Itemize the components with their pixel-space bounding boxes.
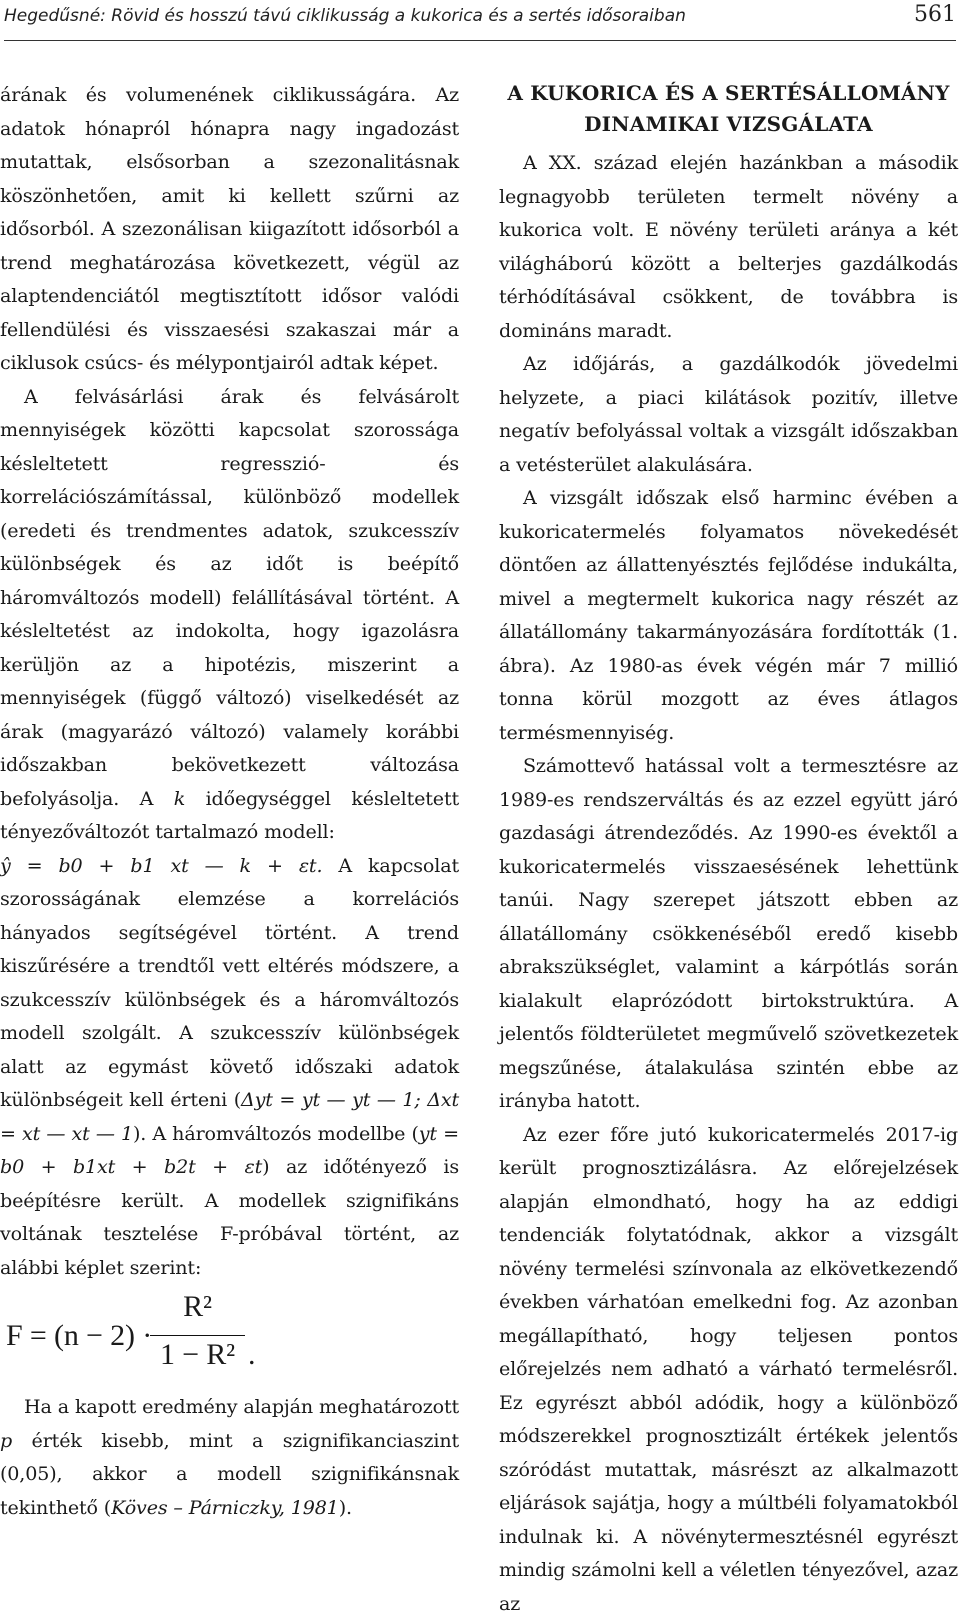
formula-denominator: 1 − R² [150, 1338, 245, 1372]
right-column [499, 78, 958, 1620]
page-header [4, 0, 956, 41]
paragraph: Az időjárás, a gazdálkodók jövedelmi helyzete, a piaci kilátások pozitív, illetve negatív befolyással voltak a vizsgált időszakban a vetésterület alakulására. [499, 347, 958, 481]
lag-model-equation: ŷ = b0 + b1 xt — k + εt. [0, 854, 322, 877]
text-run: ). [339, 1496, 352, 1519]
successive-difference-equation: Δyt = yt — yt — 1; Δxt = xt — xt — 1 [0, 1088, 459, 1145]
running-title: Hegedűsné: Rövid és hosszú távú ciklikusság a kukorica és a sertés idősoraiban [4, 6, 686, 26]
text-run: ) az időtényező is beépítésre került. A modellek szignifikáns voltának tesztelése F-próbával történt, az alábbi képlet szerint: [0, 1155, 459, 1279]
paragraph: árának és volumenének ciklikusságára. Az adatok hónapról hónapra nagy ingadozást mutattak, elsősorban a szezonalitásnak köszönhetően, amit ki kellett szűrni az idősorból. A szezonálisan kiigazított idősorból a trend meghatározása következett, végül az alaptendenciától megtisztított idősor valódi fellendülési és visszaesési szakaszai már a ciklusok csúcs- és mélypontjairól adtak képet. [0, 78, 459, 380]
three-variable-model-equation: yt = b0 + b1xt + b2t + εt [0, 1122, 459, 1179]
text-run: érték kisebb, mint a szignifikanciaszint (0,05), akkor a modell szignifikánsnak tekinthető ( [0, 1429, 459, 1519]
paragraph: A vizsgált időszak első harminc évében a kukoricatermelés folyamatos növekedését döntően az állattenyésztés fejlődése indukálta, mivel a megtermelt kukorica nagy részét az állatállomány takarmányozására fordították (1. ábra). Az 1980-as évek végén már 7 millió tonna körül mozgott az éves átlagos termésmennyiség. [499, 481, 958, 749]
formula-numerator: R² [150, 1290, 245, 1324]
text-run: A felvásárlási árak és felvásárolt mennyiségek közötti kapcsolat szorossága késleltetett regresszió- és korrelációszámítással, különböző modellek (eredeti és trendmentes adatok, szukcesszív különbségek és az időt is beépítő háromváltozós modell) felállításával történt. A késleltetést az indokolta, hogy igazolásra kerüljön az a hipotézis, miszerint a mennyiségek (függő változó) viselkedését az árak (magyarázó változó) valamely korábbi időszakban bekövetkezett változása befolyásolja. A [0, 385, 459, 810]
text-run: Ha a kapott eredmény alapján meghatározott [24, 1395, 459, 1418]
variable-k: k [174, 787, 185, 810]
text-run: A kapcsolat szorosságának elemzése a korrelációs hányados segítségével történt. A trend kiszűrésére a trendtől vett eltérés módszere, a szukcesszív különbségek és a háromváltozós modell szolgált. A szukcesszív különbségek alatt az egymást követő időszaki adatok különbségeit kell érteni ( [0, 854, 459, 1112]
fraction-bar [150, 1335, 245, 1336]
formula-end: . [248, 1338, 255, 1372]
paragraph [0, 1390, 459, 1524]
variable-p: p [0, 1429, 12, 1452]
citation: Köves – Párniczky, 1981 [111, 1496, 339, 1519]
text-run: időegységgel késleltetett tényezőváltozót tartalmazó modell: [0, 787, 459, 844]
paragraph: Az ezer főre jutó kukoricatermelés 2017-ig került prognosztizálásra. Az előrejelzések alapján elmondható, hogy ha az eddigi tendenciák folytatódnak, akkor a vizsgált növény termelési színvonala az elkövetkezendő években várhatóan emelkedni fog. Az azonban megállapítható, hogy teljesen pontos előrejelzés nem adható a várható termelésről. Ez egyrészt abból adódik, hogy a különböző módszerekkel prognosztizált értékek jelentős szóródást mutattak, másrészt az alkalmazott eljárások sajátja, hogy a múltbéli folyamatokból indulnak ki. A növénytermesztésnél egyrészt mindig számolni kell a véletlen tényezővel, azaz az [499, 1118, 958, 1620]
text-run: ). A háromváltozós modellbe ( [133, 1122, 419, 1145]
f-test-formula [0, 1290, 459, 1384]
paragraph [0, 380, 459, 1285]
formula-lhs: F = (n − 2) · [6, 1319, 152, 1353]
paragraph: Számottevő hatással volt a termesztésre az 1989-es rendszerváltás és az ezzel együtt járó gazdasági átrendeződés. Az 1990-es évektől a kukoricatermelés visszaesésének lehettünk tanúi. Nagy szerepet játszott ebben az állatállomány csökkenéséből eredő kisebb abrakszükséglet, valamint a kárpótlás során kialakult elaprózódott birtokstruktúra. A jelentős földterületet megművelő szövetkezetek megszűnése, átalakulása szintén ebbe az irányba hatott. [499, 749, 958, 1118]
page-number: 561 [914, 2, 956, 27]
section-title: A KUKORICA ÉS A SERTÉSÁLLOMÁNY DINAMIKAI VIZSGÁLATA [499, 78, 958, 140]
paragraph: A XX. század elején hazánkban a második legnagyobb területen termelt növény a kukorica volt. E növény területi aránya a két világháború között a belterjes gazdálkodás térhódításával csökkent, de továbbra is domináns maradt. [499, 146, 958, 347]
left-column [0, 78, 459, 1524]
